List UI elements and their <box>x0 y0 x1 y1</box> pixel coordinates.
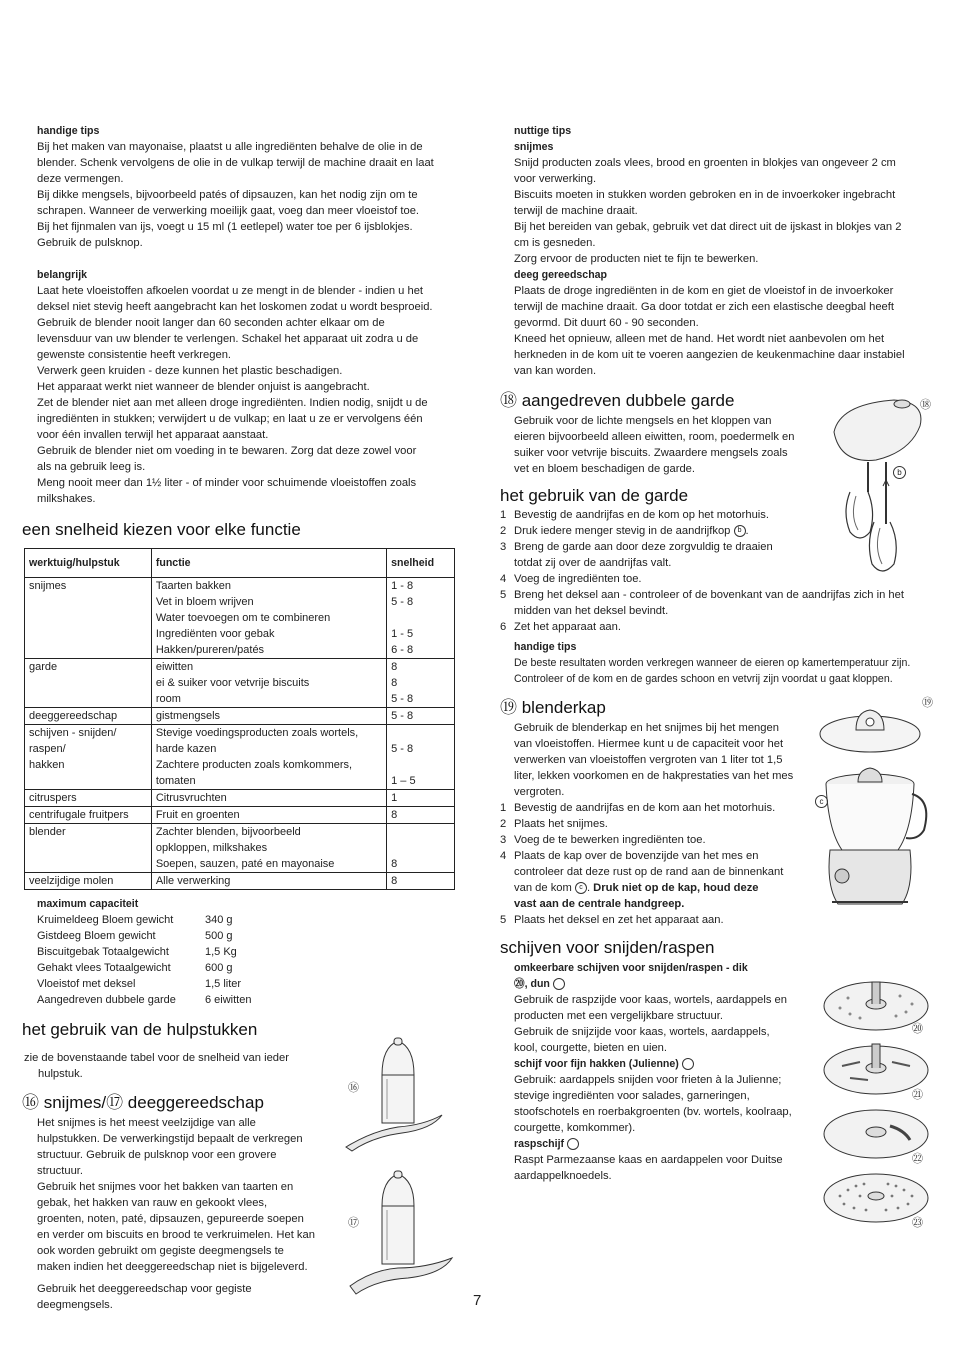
text-line: vet en bloem beschadigen de garde. <box>514 463 695 475</box>
text-line: Bij het fijnmalen van ijs, voegt u 15 ml (1 eetlepel) water toe per 6 ijsblokjes. <box>37 221 413 233</box>
table-cell: Gehakt vlees Totaalgewicht <box>37 962 171 974</box>
table-header-cell: snelheid <box>387 549 455 578</box>
step-number: 6 <box>500 621 507 633</box>
table-cell: Gistdeeg Bloem gewicht <box>37 930 156 942</box>
text-line: Controleer of de kom en de gardes schoon en vetvrij zijn voordat u gaat kloppen. <box>514 673 893 685</box>
disc-label-22: ㉒ <box>912 1153 923 1165</box>
callout-b: b <box>734 525 746 537</box>
cell-line: 5 - 8 <box>391 596 414 608</box>
figure-label-c: c <box>815 795 828 808</box>
text-line: stoofschotels en roerbakgroenten (bv. wortels, koolraap, <box>514 1106 792 1118</box>
blenderkap-heading: ⑲ blenderkap <box>500 698 606 717</box>
gebruik-garde-steps <box>500 507 940 687</box>
table-cell <box>151 807 386 824</box>
raspschijf-subheading <box>514 1136 819 1152</box>
schijven-heading: schijven voor snijden/raspen <box>500 938 715 957</box>
text-span: Breng de garde aan door deze zorgvuldig te draaien <box>514 541 773 553</box>
table-row <box>25 659 455 708</box>
table-cell <box>387 708 455 725</box>
text-span: midden van het deksel bevindt. <box>514 605 669 617</box>
list-item <box>500 912 820 928</box>
text-line: vergroten. <box>514 786 565 798</box>
text-line: Snijd producten zoals vlees, brood en groenten in blokjes van ongeveer 2 cm <box>514 157 896 169</box>
text-line: controleer dat deze rust op de rand aan de binnenkant <box>514 866 784 878</box>
blender-cover-illustration <box>812 690 942 920</box>
disc-label-20: ⑳ <box>912 1023 923 1035</box>
belangrijk-text <box>37 283 467 507</box>
text-line: Gebruik de blenderkap en het snijmes bij het mengen <box>514 722 779 734</box>
table-row <box>37 960 285 976</box>
step-number: 3 <box>500 541 507 553</box>
table-row <box>37 944 285 960</box>
text-line: herkneden in de kom uit te voeren aangezien de keukenmachine daar instabiel <box>514 349 905 361</box>
table-body <box>25 578 455 890</box>
list-item <box>500 587 940 619</box>
text-line <box>514 571 940 587</box>
cell-line: 5 - 8 <box>391 693 414 705</box>
garde-tips-heading: handige tips <box>514 641 577 653</box>
text-line: voor verwerking. <box>514 173 597 185</box>
table-row <box>37 912 285 928</box>
table-cell <box>387 807 455 824</box>
table-row <box>25 807 455 824</box>
text-span: schijf voor fijn hakken (Julienne) <box>514 1058 679 1070</box>
text-line: Druk iedere menger stevig in de aandrijfkop b . <box>514 525 749 537</box>
text-line: Biscuits moeten in stukken worden gebroken en in de invoerkoker ingebracht <box>514 189 896 201</box>
list-item <box>500 507 940 523</box>
cell-line: 6 - 8 <box>391 644 414 656</box>
callout-20: ⑳ <box>514 978 525 990</box>
cell-line: hakken <box>29 759 65 771</box>
capacity-heading: maximum capaciteit <box>37 898 139 910</box>
step-number: 1 <box>500 509 507 521</box>
capacity-section <box>37 896 297 1008</box>
table-cell <box>25 790 152 807</box>
table-row <box>25 708 455 725</box>
snijmes-text <box>37 1115 337 1313</box>
handige-tips-text <box>37 139 467 251</box>
text-line: hulpstukken. De verwerkingstijd bepaalt de verkregen <box>37 1133 303 1145</box>
text-span: Voeg de ingrediënten toe. <box>514 573 642 585</box>
cell-line: 8 <box>391 875 398 887</box>
cell-line: Citrusvruchten <box>155 792 227 804</box>
cell-line: 8 <box>391 677 398 689</box>
schijven-subheading: omkeerbare schijven voor snijden/raspen - dik <box>514 962 748 974</box>
table-cell <box>151 578 386 659</box>
text-line <box>514 555 940 571</box>
cell-line <box>391 610 450 626</box>
text-span: Zet het apparaat aan. <box>514 621 621 633</box>
left-column <box>37 123 467 507</box>
list-item <box>500 539 940 571</box>
text-line: kool, courgette, bieten en uien. <box>514 1042 668 1054</box>
list-item <box>500 571 940 587</box>
text-line: hulpstuk. <box>38 1068 83 1080</box>
page-number: 7 <box>473 1292 482 1309</box>
cell-line: centrifugale fruitpers <box>29 809 129 821</box>
text-line: levensduur van uw blender te verlengen. Schakel het apparaat uit zodra u de <box>37 333 419 345</box>
text-line: Bij het maken van mayonaise, plaatst u alle ingrediënten behalve de olie in de <box>37 141 423 153</box>
cell-line: ei & suiker voor vetvrije biscuits <box>155 677 310 689</box>
text-line: en verder om biscuits en brood te verkruimelen. Het kan <box>37 1229 315 1241</box>
text-line: Gebruik de raspzijde voor kaas, wortels, aardappels en <box>514 994 787 1006</box>
text-line: Plaats de droge ingrediënten in de kom en giet de vloeistof in de invoerkoker <box>514 285 894 297</box>
table-cell: 340 g <box>205 914 233 926</box>
text-line: Kneed het opnieuw, alleen met de hand. Het wordt niet aanbevolen om het <box>514 333 885 345</box>
cell-line: harde kazen <box>155 743 217 755</box>
text-line: aardappelknoedels. <box>514 1170 612 1182</box>
cell-line: Alle verwerking <box>155 875 231 887</box>
step-number: 5 <box>500 914 507 926</box>
garde-heading: ⑱ aangedreven dubbele garde <box>500 391 735 410</box>
table-cell <box>25 873 152 890</box>
cell-line: Ingrediënten voor gebak <box>155 628 275 640</box>
cell-line: 8 <box>391 809 398 821</box>
table-header-cell: werktuig/hulpstuk <box>25 549 152 578</box>
cell-line: garde <box>29 661 58 673</box>
snijmes-heading: ⑯ snijmes/⑰ deeggereedschap <box>22 1093 264 1112</box>
text-line: blender. Schenk vervolgens de olie in de vulkap terwijl de machine draait en laat <box>37 157 434 169</box>
table-cell: 6 eiwitten <box>205 994 252 1006</box>
text-line: ook worden gebruikt om gegiste deegmengsels te <box>37 1245 284 1257</box>
callout-circle <box>553 978 565 990</box>
text-line: gebak, het hakken van rauw en gekookt vlees, <box>37 1197 268 1209</box>
julienne-subheading <box>514 1056 819 1072</box>
gebruik-garde-heading: het gebruik van de garde <box>500 486 689 505</box>
table-cell <box>151 790 386 807</box>
cell-line: raspen/ <box>29 743 66 755</box>
cell-line <box>391 757 450 773</box>
text-line: Plaats het snijmes. <box>514 818 608 830</box>
cell-line: Stevige voedingsproducten zoals wortels, <box>155 727 359 739</box>
cell-line: Zachter blenden, bijvoorbeeld <box>155 826 301 838</box>
cell-line: blender <box>29 826 66 838</box>
text-line: gevormd. Dit duurt 60 - 90 seconden. <box>514 317 699 329</box>
belangrijk-heading: belangrijk <box>37 269 88 281</box>
table-cell: 600 g <box>205 962 233 974</box>
cell-line: citruspers <box>29 792 77 804</box>
text-span: van de kom <box>514 882 572 894</box>
text-line: producten met een vergelijkbare structuur. <box>514 1010 723 1022</box>
cell-line: schijven - snijden/ <box>29 727 117 739</box>
list-item <box>500 619 940 635</box>
text-line <box>514 603 940 619</box>
table-cell <box>151 725 386 790</box>
list-item <box>500 816 820 832</box>
text-line: Verwerk geen kruiden - deze kunnen het plastic beschadigen. <box>37 365 343 377</box>
step-number: 2 <box>500 818 507 830</box>
text-line: structuur. Gebruik de pulsknop voor een grovere <box>37 1149 277 1161</box>
table-cell <box>151 708 386 725</box>
text-line: Gebruik de blender niet om voeding in te bewaren. Zorg dat deze zowel voor <box>37 445 417 457</box>
cell-line: eiwitten <box>155 661 194 673</box>
text-line: structuur. <box>37 1165 84 1177</box>
table-row <box>25 790 455 807</box>
cell-line: room <box>155 693 181 705</box>
table-cell <box>25 578 152 659</box>
table-header-row <box>25 549 455 578</box>
cell-line: Hakken/pureren/patés <box>155 644 265 656</box>
callout-c: c <box>575 882 587 894</box>
cell-line: Zachtere producten zoals komkommers, <box>155 759 353 771</box>
callout-circle <box>567 1138 579 1150</box>
table-row <box>37 928 285 944</box>
text-line: terwijl de machine draait. Ga door totdat er zich een elastische deegbal heeft <box>514 301 894 313</box>
text-line <box>514 539 940 555</box>
speed-table <box>24 548 455 890</box>
text-line: groenten, noten, paté, dipsauzen, gepureerde soepen <box>37 1213 304 1225</box>
table-row <box>37 992 285 1008</box>
discs-illustration <box>820 968 938 1238</box>
blenderkap-text <box>500 720 820 928</box>
table-cell: Vloeistof met deksel <box>37 978 136 990</box>
text-line: Gebruik het snijmes voor het bakken van taarten en <box>37 1181 294 1193</box>
cell-line: 1 - 8 <box>391 580 414 592</box>
table-cell <box>25 725 152 790</box>
figure-label: ⑲ <box>922 697 933 709</box>
text-line <box>514 587 940 603</box>
cell-line: gistmengsels <box>155 710 221 722</box>
text-line: ingrediënten in stukken; verwijdert u de vulkap; en laat u ze er vervolgens één <box>37 413 423 425</box>
cell-line <box>391 725 450 741</box>
text-line: Voeg de te bewerken ingrediënten toe. <box>514 834 706 846</box>
table-cell: 1,5 Kg <box>205 946 237 958</box>
text-line: Bij dikke mengsels, bijvoorbeeld patés of dipsauzen, kan het nodig zijn om te <box>37 189 418 201</box>
step-number: 4 <box>500 573 507 585</box>
text-line: Laat hete vloeistoffen afkoelen voordat u ze mengt in de blender - indien u het <box>37 285 424 297</box>
text-line: cm is gesneden. <box>514 237 596 249</box>
deeg-subheading: deeg gereedschap <box>514 269 608 281</box>
text-line: terwijl de machine draait. <box>514 205 638 217</box>
table-cell <box>387 659 455 708</box>
table-cell <box>25 824 152 873</box>
table-cell <box>25 807 152 824</box>
table-cell: Kruimeldeeg Bloem gewicht <box>37 914 174 926</box>
text-line: Raspt Parmezaanse kaas en aardappelen voor Duitse <box>514 1154 783 1166</box>
table-cell: 500 g <box>205 930 233 942</box>
text-line: Bij het bereiden van gebak, gebruik vet dat direct uit de ijskast in blokjes van 2 <box>514 221 902 233</box>
text-line: Het apparaat werkt niet wanneer de blender onjuist is aangebracht. <box>37 381 370 393</box>
nuttige-tips-section <box>514 123 934 379</box>
table-cell <box>151 659 386 708</box>
snijmes-subheading: snijmes <box>514 141 554 153</box>
text-line: eieren bijvoorbeeld alleen eiwitten, room, poedermelk en <box>514 431 795 443</box>
cell-line: 8 <box>391 858 398 870</box>
text-line: verwerken van vloeistoffen vergroten van 1 liter tot 1,5 <box>514 754 783 766</box>
text-line: Gebruik het deeggereedschap voor gegiste <box>37 1283 252 1295</box>
dough-tool-illustration <box>342 1170 462 1300</box>
text-line: Plaats het deksel en zet het apparaat aan. <box>514 914 724 926</box>
cell-line: deeggereedschap <box>29 710 118 722</box>
speed-heading: een snelheid kiezen voor elke functie <box>22 520 301 539</box>
text-line: van kan worden. <box>514 365 597 377</box>
table-header-cell: functie <box>151 549 386 578</box>
text-line: Zorg ervoor de producten niet te fijn te bewerken. <box>514 253 759 265</box>
schijven-subheading-2 <box>514 976 819 992</box>
text-span: Bevestig de aandrijfas en de kom op het motorhuis. <box>514 509 769 521</box>
table-cell <box>151 873 386 890</box>
text-line: voor één invallen terwijl het apparaat aanstaat. <box>37 429 269 441</box>
text-line: Gebruik de blender nooit langer dan 60 seconden achter elkaar om de <box>37 317 385 329</box>
table-cell <box>387 725 455 790</box>
figure-label: ⑰ <box>348 1217 359 1229</box>
table-row <box>25 725 455 790</box>
text-line: deegmengsels. <box>37 1299 113 1311</box>
cell-line: snijmes <box>29 580 67 592</box>
text-line: schrapen. Wanneer de verwerking moeilijk gaat, voeg dan meer vloeistof toe. <box>37 205 420 217</box>
text-span: , dun <box>524 978 550 990</box>
step-number: 2 <box>500 525 507 537</box>
hulpstukken-heading: het gebruik van de hulpstukken <box>22 1020 258 1039</box>
cell-line: Water toevoegen om te combineren <box>155 612 331 624</box>
cell-line: Taarten bakken <box>155 580 232 592</box>
text-line: De beste resultaten worden verkregen wanneer de eieren op kamertemperatuur zijn. <box>514 657 911 669</box>
step-number: 4 <box>500 850 507 862</box>
figure-label: ⑱ <box>920 399 931 411</box>
table-cell: Biscuitgebak Totaalgewicht <box>37 946 169 958</box>
table-cell: 1,5 liter <box>205 978 242 990</box>
text-line: van vloeistoffen. Hiermee kunt u de capaciteit voor het <box>514 738 784 750</box>
knife-blade-illustration <box>342 1035 462 1155</box>
cell-line: 5 - 8 <box>391 710 414 722</box>
text-line: milkshakes. <box>37 493 96 505</box>
schijven-text <box>514 960 819 1184</box>
text-line: als na gebruik leeg is. <box>37 461 146 473</box>
list-item <box>500 832 820 848</box>
table-cell <box>25 708 152 725</box>
cell-line: opkloppen, milkshakes <box>155 842 268 854</box>
text-line: gewenste consistentie heeft verkregen. <box>37 349 232 361</box>
disc-label-21: ㉑ <box>912 1089 923 1101</box>
step-number: 1 <box>500 802 507 814</box>
capacity-table <box>37 912 285 1008</box>
table-cell <box>387 824 455 873</box>
cell-line: 1 – 5 <box>391 775 416 787</box>
cell-line: veelzijdige molen <box>29 875 114 887</box>
text-line: stevige ingrediënten voor salades, garneringen, <box>514 1090 750 1102</box>
cell-line: 1 <box>391 792 398 804</box>
step-number: 5 <box>500 589 507 601</box>
cell-line: 1 - 5 <box>391 628 414 640</box>
figure-label: ⑯ <box>348 1082 359 1094</box>
table-cell <box>387 790 455 807</box>
table-row <box>25 873 455 890</box>
text-span: totdat zij over de aandrijfas valt. <box>514 557 672 569</box>
warning-text: Druk niet op de kap, houd deze <box>593 882 759 894</box>
text-line <box>514 507 940 523</box>
cell-line <box>391 840 450 856</box>
speed-table-wrap <box>24 548 455 890</box>
text-line: maken indien het deeggereedschap niet is bijgeleverd. <box>37 1261 308 1273</box>
text-line: Gebruik de pulsknop. <box>37 237 143 249</box>
table-cell <box>387 873 455 890</box>
text-line: Gebruik de snijzijde voor kaas, wortels, aardappels, <box>514 1026 770 1038</box>
table-cell: Aangedreven dubbele garde <box>37 994 176 1006</box>
callout-circle <box>682 1058 694 1070</box>
text-line: deze vermengen. <box>37 173 124 185</box>
cell-line: 8 <box>391 661 398 673</box>
disc-label-23: ㉓ <box>912 1217 923 1229</box>
table-row <box>25 578 455 659</box>
text-line: deksel niet stevig heeft aangebracht kan het loskomen zodat u wordt besproeid. <box>37 301 433 313</box>
list-item <box>500 800 820 816</box>
text-line: Meng nooit meer dan 1½ liter - of minder voor schuimende vloeistoffen zoals <box>37 477 417 489</box>
list-item <box>500 848 820 912</box>
figure-label-b: b <box>893 466 906 479</box>
text-span: Breng het deksel aan - controleer of de bovenkant van de aandrijfas zich in het <box>514 589 904 601</box>
cell-line: tomaten <box>155 775 196 787</box>
text-line: Het snijmes is het meest veelzijdige van alle <box>37 1117 256 1129</box>
table-row <box>37 976 285 992</box>
list-item <box>500 523 940 539</box>
nuttige-tips-heading: nuttige tips <box>514 125 572 137</box>
text-line <box>514 896 820 912</box>
table-row <box>25 824 455 873</box>
cell-line: Vet in bloem wrijven <box>155 596 254 608</box>
text-span: Druk iedere menger stevig in de aandrijfkop <box>514 525 731 537</box>
table-cell <box>387 578 455 659</box>
hulpstukken-text <box>24 1050 324 1082</box>
table-cell <box>151 824 386 873</box>
text-line: zie de bovenstaande tabel voor de snelheid van ieder <box>24 1052 289 1064</box>
text-line: Bevestig de aandrijfas en de kom aan het motorhuis. <box>514 802 776 814</box>
step-number: 3 <box>500 834 507 846</box>
text-line: Zet de blender niet aan met alleen droge ingrediënten. Indien nodig, snijdt u de <box>37 397 428 409</box>
text-line: courgette, komkommer). <box>514 1122 636 1134</box>
text-line <box>514 619 940 635</box>
cell-line <box>391 824 450 840</box>
text-line: Gebruik: aardappels snijden voor frieten à la Julienne; <box>514 1074 782 1086</box>
table-cell <box>25 659 152 708</box>
text-line: liter, lekken voorkomen en de hakprestaties van het mes <box>514 770 794 782</box>
text-line: van de kom c . Druk niet op de kap, houd deze <box>514 882 759 894</box>
cell-line: 5 - 8 <box>391 743 414 755</box>
text-line: suiker voor vetvrije biscuits. Zwaardere mengsels zoals <box>514 447 788 459</box>
garde-text <box>514 413 814 477</box>
text-line: Gebruik voor de lichte mengsels en het kloppen van <box>514 415 772 427</box>
text-line: Plaats de kap over de bovenzijde van het mes en <box>514 850 759 862</box>
cell-line: Soepen, sauzen, paté en mayonaise <box>155 858 335 870</box>
text-span: raspschijf <box>514 1138 565 1150</box>
cell-line: Fruit en groenten <box>155 809 240 821</box>
warning-text: vast aan de centrale handgreep. <box>514 898 685 910</box>
handige-tips-heading: handige tips <box>37 125 100 137</box>
